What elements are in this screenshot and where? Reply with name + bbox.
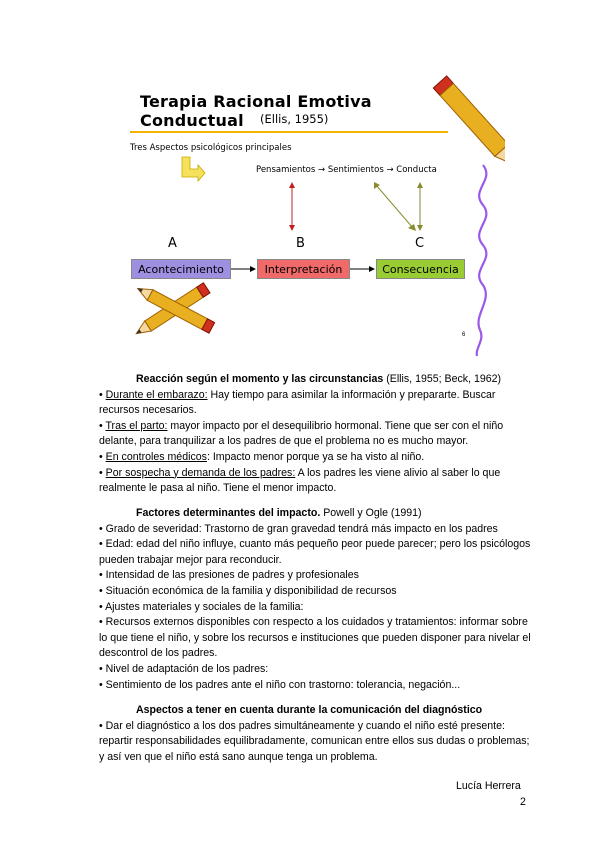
list-item: • En controles médicos: Impacto menor porque ya se ha visto al niño.	[99, 450, 425, 463]
list-item: repartir responsabilidades equilibradamente, comunican entre ellos sus dudas o problemas;	[99, 735, 530, 748]
red-double-arrow-icon	[289, 182, 295, 231]
footer-author: Lucía Herrera	[456, 780, 521, 792]
slide-graphics	[110, 64, 470, 349]
list-item: • Por sospecha y demanda de los padres: A los padres les viene alivio al saber lo que	[99, 466, 501, 479]
footer-page-number: 2	[520, 796, 526, 808]
list-item: • Tras el parto: mayor impacto por el desequilibrio hormonal. Tiene que ser con el niño	[99, 419, 504, 432]
chain-label: Pensamientos → Sentimientos → Conducta	[256, 165, 437, 175]
section2-block	[99, 506, 531, 693]
slide-title: Terapia Racional Emotiva Conductual	[140, 92, 372, 130]
list-item: • Edad: edad del niño influye, cuanto más pequeño peor puede parecer; pero los psicólogos	[99, 538, 531, 551]
list-item: • Situación económica de la familia y disponibilidad de recursos	[99, 584, 397, 597]
box-consecuencia: Consecuencia	[376, 259, 465, 279]
list-item-cont: realmente le pasa al niño. Tiene el menor impacto.	[99, 482, 337, 495]
list-item: descontrol de los padres.	[99, 647, 218, 660]
flow-arrow-icon	[350, 266, 375, 272]
list-item: • Recursos externos disponibles con respecto a los cuidados y tratamientos: informar sobre	[99, 616, 528, 629]
letter-a: A	[168, 236, 177, 251]
box-acontecimiento: Acontecimiento	[131, 259, 231, 279]
olive-arrows-icon	[374, 182, 423, 231]
list-item: y así ven que el niño está sano aunque tenga un problema.	[99, 750, 378, 763]
crossed-pencils-icon	[133, 283, 215, 339]
list-item: • Grado de severidad: Trastorno de gran gravedad tendrá más impacto en los padres	[99, 522, 498, 535]
list-item: lo que tiene el niño, y sobre los recursos e instituciones que pueden disponer para nivelar el	[99, 631, 531, 644]
letter-c: C	[415, 236, 425, 251]
section2-heading: Factores determinantes del impacto. Powell y Ogle (1991)	[136, 507, 422, 519]
list-item-cont: recursos necesarios.	[99, 404, 197, 417]
slide-number: 6	[462, 332, 466, 338]
slide-image	[110, 64, 470, 349]
list-item: • Nivel de adaptación de los padres:	[99, 662, 269, 675]
slide-subtitle: (Ellis, 1955)	[260, 112, 329, 126]
list-item: pueden trabajar mejor para reconducir.	[99, 553, 282, 566]
list-item: • Durante el embarazo: Hay tiempo para asimilar la información y prepararte. Buscar	[99, 388, 496, 401]
pencil-decoration-icon	[425, 60, 505, 360]
section1-block	[99, 372, 503, 497]
section3-heading: Aspectos a tener en cuenta durante la comunicación del diagnóstico	[136, 704, 483, 716]
list-item: • Sentimiento de los padres ante el niño con trastorno: tolerancia, negación...	[99, 678, 461, 691]
flow-arrow-icon	[231, 266, 256, 272]
list-item: • Ajustes materiales y sociales de la familia:	[99, 600, 304, 613]
section1-heading: Reacción según el momento y las circunstancias (Ellis, 1955; Beck, 1962)	[136, 373, 502, 385]
section3-block	[99, 703, 529, 765]
letter-b: B	[296, 236, 305, 251]
list-item: • Dar el diagnóstico a los dos padres simultáneamente y cuando el niño esté presente:	[99, 719, 505, 732]
bent-arrow-icon	[182, 157, 205, 181]
list-item: • Intensidad de las presiones de padres y profesionales	[99, 569, 359, 582]
box-interpretacion: Interpretación	[257, 259, 350, 279]
aspects-label: Tres Aspectos psicológicos principales	[130, 143, 292, 153]
list-item-cont: delante, para tranquilizar a los padres de que el problema no es mucho mayor.	[99, 435, 469, 448]
